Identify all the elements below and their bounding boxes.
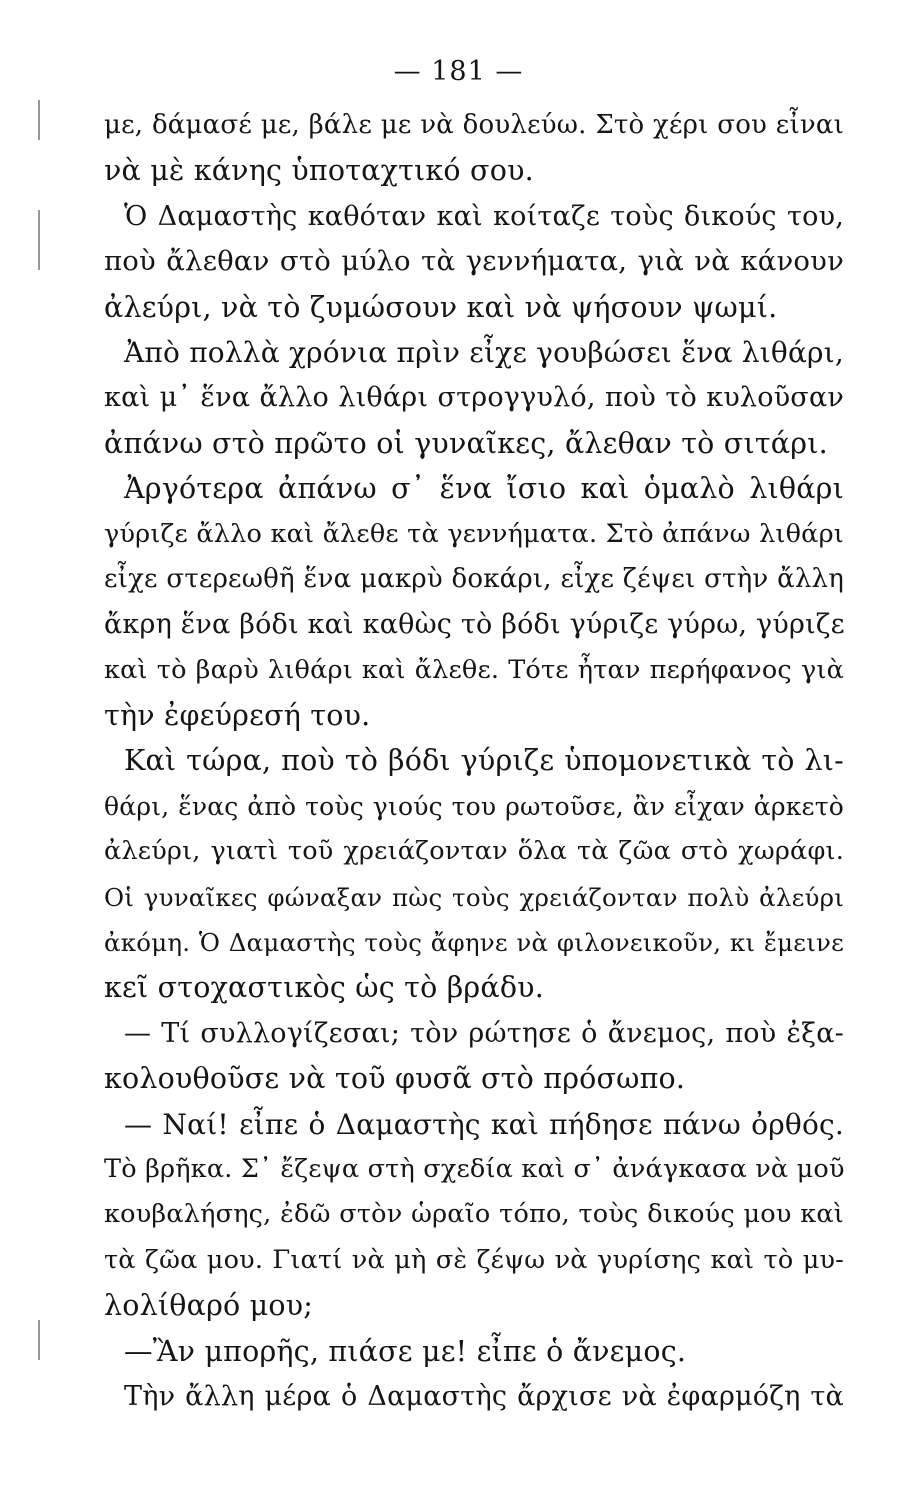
text-line: Τὴν ἄλλη μέρα ὁ Δαμαστὴς ἄρχισε νὰ ἐφαρμόζη τὰ: [124, 1380, 844, 1412]
text-line: με, δάμασέ με, βάλε με νὰ δουλεύω. Στὸ χέρι σου εἶναι: [104, 110, 844, 140]
text-line: Τὸ βρῆκα. Σ᾽ ἔζεψα στὴ σχεδία καὶ σ᾽ ἀνάγκασα νὰ μοῦ: [104, 1153, 845, 1184]
text-line: λολίθαρό μου;: [104, 1289, 314, 1323]
text-line: κεῖ στοχαστικὸς ὡς τὸ βράδυ.: [104, 971, 544, 1005]
text-line: τὴν ἐφεύρεσή του.: [104, 699, 371, 733]
text-line: καὶ τὸ βαρὺ λιθάρι καὶ ἄλεθε. Τότε ἦταν περήφανος γιὰ: [104, 654, 844, 685]
text-line: καὶ μ᾽ ἕνα ἄλλο λιθάρι στρογγυλό, ποὺ τὸ κυλοῦσαν: [104, 382, 844, 414]
text-line: κολουθοῦσε νὰ τοῦ φυσᾶ στὸ πρόσωπο.: [104, 1062, 686, 1096]
text-line: —Ἂν μπορῆς, πιάσε με! εἶπε ὁ ἄνεμος.: [124, 1334, 687, 1368]
text-line: ποὺ ἄλεθαν στὸ μύλο τὰ γεννήματα, γιὰ νὰ κάνουν: [104, 245, 844, 278]
text-line: κουβαλήσης, ἐδῶ στὸν ὡραῖο τόπο, τοὺς δικούς μου καὶ: [104, 1199, 844, 1230]
margin-mark: [38, 1320, 40, 1360]
text-line: Ὁ Δαμαστὴς καθόταν καὶ κοίταζε τοὺς δικούς του,: [124, 200, 844, 232]
text-line: ἀλεύρι, νὰ τὸ ζυμώσουν καὶ νὰ ψήσουν ψωμί.: [104, 290, 778, 324]
text-line: ἄκρη ἕνα βόδι καὶ καθὼς τὸ βόδι γύριζε γύρω, γύριζε: [104, 609, 845, 641]
text-line: θάρι, ἕνας ἀπὸ τοὺς γιούς του ρωτοῦσε, ἂν εἶχαν ἀρκετὸ: [104, 791, 844, 821]
text-line: ἀκόμη. Ὁ Δαμαστὴς τοὺς ἄφηνε νὰ φιλονεικοῦν, κι ἔμεινε: [104, 928, 844, 958]
margin-mark: [38, 210, 40, 270]
text-line: γύριζε ἄλλο καὶ ἄλεθε τὰ γεννήματα. Στὸ ἀπάνω λιθάρι: [104, 518, 844, 549]
text-line: νὰ μὲ κάνης ὑποταχτικό σου.: [104, 154, 534, 188]
text-line: Ἀργότερα ἀπάνω σ᾽ ἕνα ἴσιο καὶ ὁμαλὸ λιθάρι: [124, 472, 844, 506]
text-line: Οἱ γυναῖκες φώναξαν πὼς τοὺς χρειάζονταν πολὺ ἀλεύρι: [104, 882, 844, 912]
text-line: Καὶ τώρα, ποὺ τὸ βόδι γύριζε ὑπομονετικὰ τὸ λι-: [124, 744, 844, 778]
text-line: ἀπάνω στὸ πρῶτο οἱ γυναῖκες, ἄλεθαν τὸ σιτάρι.: [104, 426, 828, 460]
text-line: Ἀπὸ πολλὰ χρόνια πρὶν εἶχε γουβώσει ἕνα λιθάρι,: [124, 335, 844, 369]
text-line: τὰ ζῶα μου. Γιατί νὰ μὴ σὲ ζέψω νὰ γυρίσης καὶ τὸ μυ-: [104, 1244, 844, 1275]
body-text: [104, 103, 844, 1419]
text-line: — Ναί! εἶπε ὁ Δαμαστὴς καὶ πήδησε πάνω ὀρθός.: [124, 1107, 844, 1141]
margin-mark: [38, 100, 40, 140]
text-line: εἶχε στερεωθῆ ἕνα μακρὺ δοκάρι, εἶχε ζέψει στὴν ἄλλη: [104, 563, 844, 594]
text-line: — Τί συλλογίζεσαι; τὸν ρώτησε ὁ ἄνεμος, ποὺ ἐξα-: [124, 1017, 844, 1049]
page-number: — 181 —: [393, 56, 524, 87]
text-line: ἀλεύρι, γιατὶ τοῦ χρειάζονταν ὅλα τὰ ζῶα στὸ χωράφι.: [104, 836, 844, 867]
